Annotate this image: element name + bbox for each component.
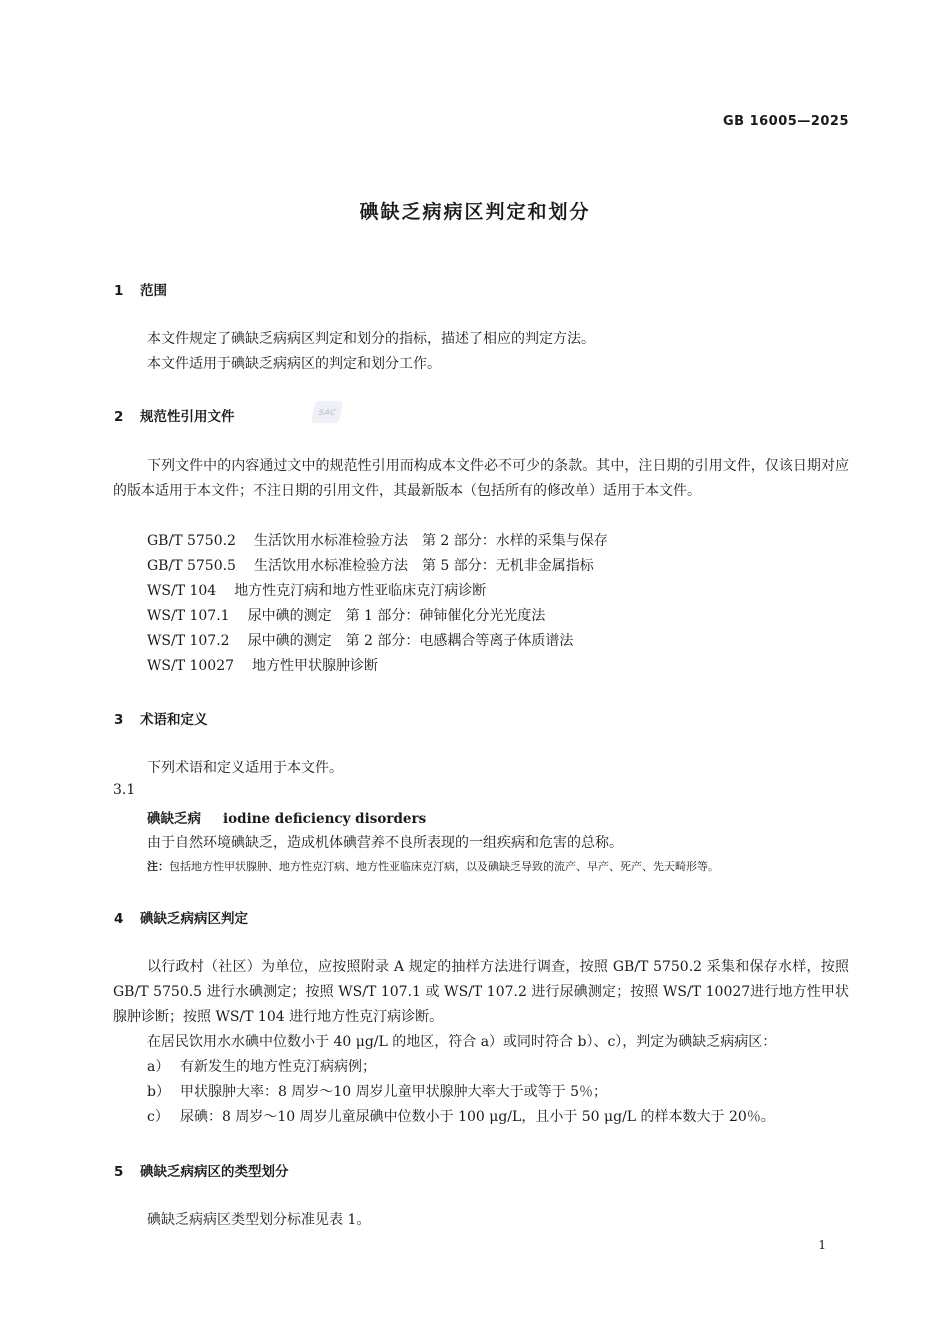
reference-code: GB/T 5750.2: [147, 533, 236, 549]
section-3-intro: 下列术语和定义适用于本文件。: [147, 760, 343, 776]
reference-title: 生活饮用水标准检验方法 第 5 部分：无机非金属指标: [253, 558, 594, 574]
reference-code: WS/T 10027: [147, 658, 235, 674]
section-title: 碘缺乏病病区判定: [140, 911, 248, 927]
list-text: 甲状腺肿大率：8 周岁～10 周岁儿童甲状腺肿大率大于或等于 5％；: [180, 1084, 607, 1100]
list-marker: a）: [147, 1059, 170, 1075]
section-3-heading: [114, 708, 208, 728]
reference-item: [147, 605, 545, 625]
reference-title: 地方性甲状腺肿诊断: [252, 658, 379, 674]
list-text: 有新发生的地方性克汀病病例；: [180, 1059, 376, 1075]
reference-code: WS/T 104: [147, 583, 217, 599]
section-4-paragraph: 以行政村（社区）为单位，应按照附录 A 规定的抽样方法进行调查，按照 GB/T 5750.2 采集和保存水样，按照 GB/T 5750.5 进行水碘测定；按照 WS/T 107.1 或 WS/T 107.2 进行尿碘测定；按照 WS/T 10027进行地方性甲状腺肿诊断；按照 WS/T 104 进行地方性克汀病诊断。: [113, 959, 849, 1025]
reference-title: 尿中碘的测定 第 1 部分：砷铈催化分光光度法: [247, 608, 546, 624]
note-label: 注：: [147, 860, 169, 873]
list-marker: c）: [147, 1109, 169, 1125]
section-1-paragraph: 本文件适用于碘缺乏病病区的判定和划分工作。: [147, 356, 441, 372]
section-2-heading: [114, 405, 235, 425]
list-text: 尿碘：8 周岁～10 周岁儿童尿碘中位数小于 100 μg/L，且小于 50 μg/L 的样本数大于 20％。: [180, 1109, 775, 1125]
section-title: 范围: [140, 283, 167, 299]
section-number: 4: [114, 911, 124, 927]
section-title: 规范性引用文件: [140, 409, 235, 425]
reference-item: [147, 580, 486, 600]
section-5-heading: [114, 1160, 289, 1180]
section-2-intro: 下列文件中的内容通过文中的规范性引用而构成本文件必不可少的条款。其中，注日期的引用文件，仅该日期对应的版本适用于本文件；不注日期的引用文件，其最新版本（包括所有的修改单）适用于本文件。: [113, 458, 849, 499]
term-number: 3.1: [113, 782, 136, 798]
reference-item: [147, 555, 594, 575]
reference-code: WS/T 107.2: [147, 633, 230, 649]
section-number: 2: [114, 409, 124, 425]
reference-item: [147, 530, 608, 550]
page-number: 1: [818, 1238, 826, 1252]
section-5-paragraph: 碘缺乏病病区类型划分标准见表 1。: [147, 1212, 371, 1228]
list-item: [147, 1056, 376, 1076]
standard-number: GB 16005—2025: [722, 114, 849, 129]
section-title: 术语和定义: [140, 712, 208, 728]
section-number: 5: [114, 1164, 124, 1180]
section-number: 1: [114, 283, 124, 299]
reference-title: 生活饮用水标准检验方法 第 2 部分：水样的采集与保存: [253, 533, 608, 549]
term-chinese: 碘缺乏病: [147, 811, 201, 827]
term-entry: [147, 807, 426, 827]
term-definition: 由于自然环境碘缺乏，造成机体碘营养不良所表现的一组疾病和危害的总称。: [147, 835, 623, 851]
reference-code: WS/T 107.1: [147, 608, 230, 624]
section-1-paragraph: 本文件规定了碘缺乏病病区判定和划分的指标，描述了相应的判定方法。: [147, 331, 595, 347]
section-number: 3: [114, 712, 124, 728]
document-title: 碘缺乏病病区判定和划分: [359, 201, 591, 223]
list-item: [147, 1106, 775, 1126]
reference-title: 地方性克汀病和地方性亚临床克汀病诊断: [234, 583, 487, 599]
reference-item: [147, 630, 573, 650]
term-english: iodine deficiency disorders: [223, 811, 427, 827]
reference-code: GB/T 5750.5: [147, 558, 236, 574]
section-4-heading: [114, 907, 248, 927]
section-1-heading: [114, 279, 167, 299]
reference-title: 尿中碘的测定 第 2 部分：电感耦合等离子体质谱法: [247, 633, 574, 649]
section-4-condition: 在居民饮用水水碘中位数小于 40 μg/L 的地区，符合 a）或同时符合 b）、c），判定为碘缺乏病病区：: [147, 1034, 777, 1050]
reference-item: [147, 655, 378, 675]
term-note: [147, 858, 719, 874]
watermark-stamp-icon: SAC: [311, 401, 344, 423]
list-marker: b）: [147, 1084, 170, 1100]
section-title: 碘缺乏病病区的类型划分: [140, 1164, 289, 1180]
list-item: [147, 1081, 607, 1101]
note-text: 包括地方性甲状腺肿、地方性克汀病、地方性亚临床克汀病，以及碘缺乏导致的流产、早产、死产、先天畸形等。: [169, 860, 719, 873]
